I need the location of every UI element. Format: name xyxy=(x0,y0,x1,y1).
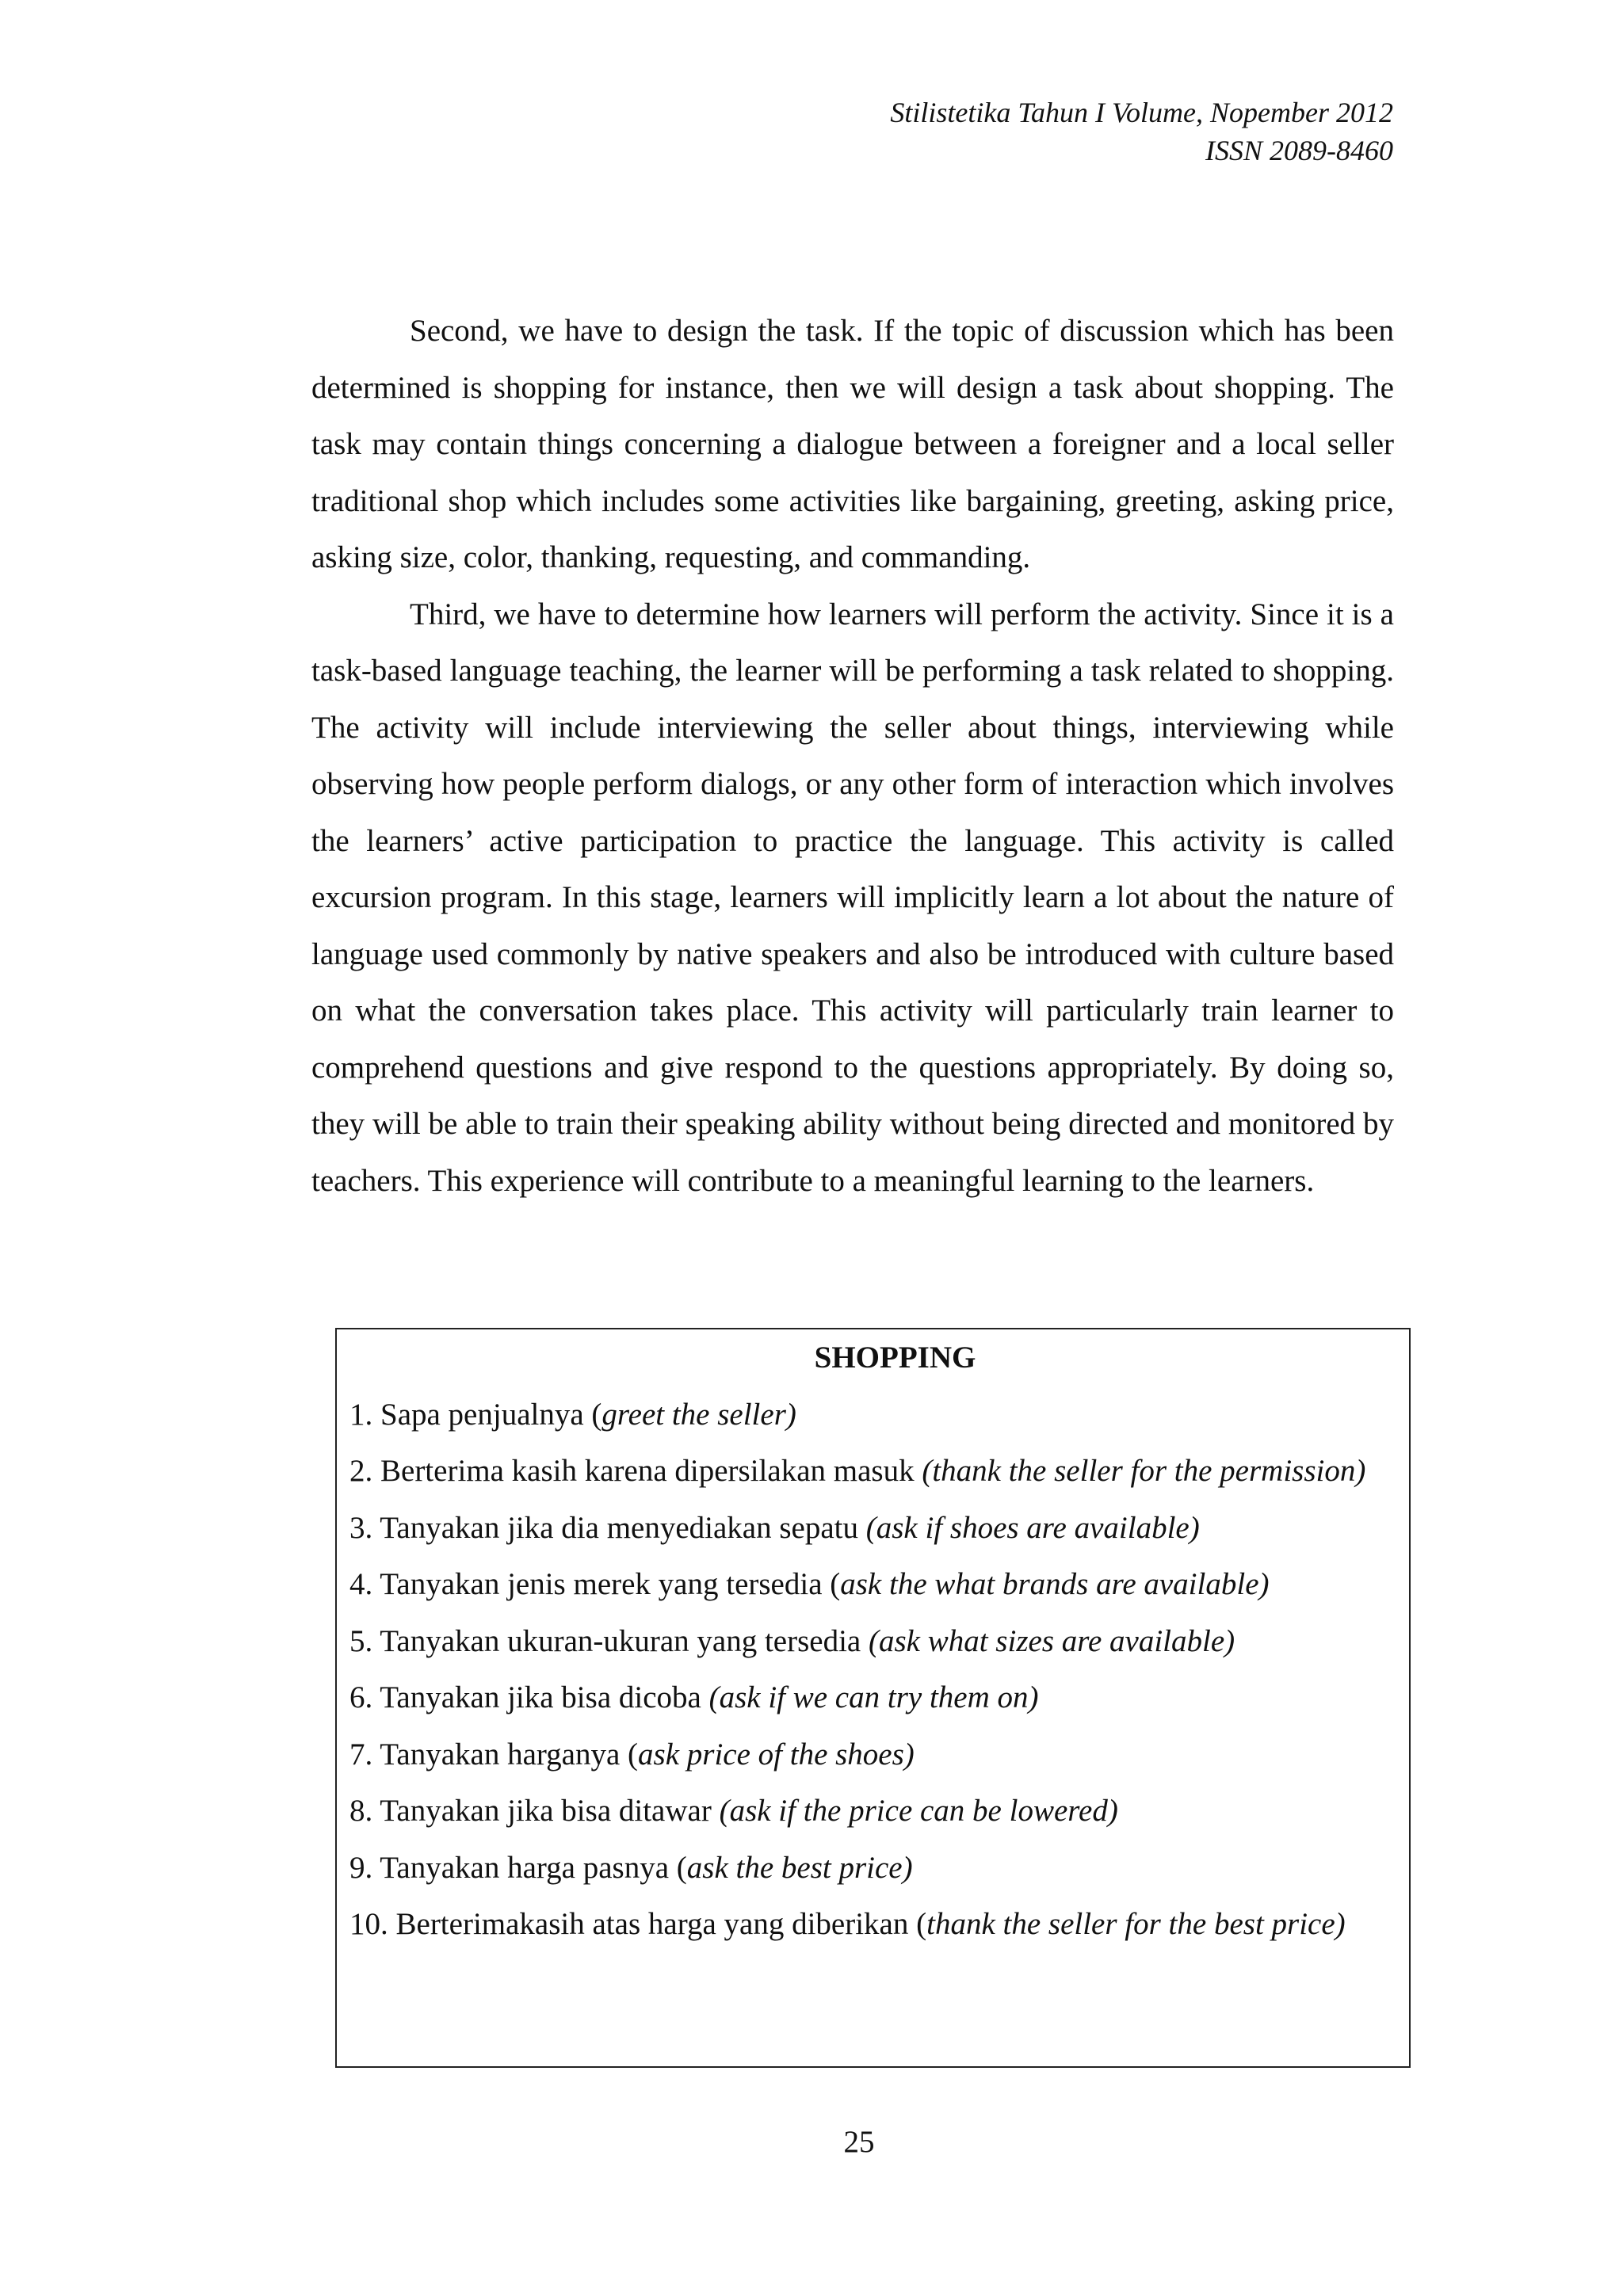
task-item-english: (ask if the price can be lowered) xyxy=(719,1794,1118,1828)
task-item xyxy=(349,1613,1393,1670)
task-item-indonesian: 6. Tanyakan jika bisa dicoba xyxy=(349,1680,709,1714)
shopping-task-box xyxy=(335,1328,1411,2068)
body-text xyxy=(311,303,1394,1209)
task-item xyxy=(349,1500,1393,1557)
task-item-english: (ask what sizes are available) xyxy=(868,1623,1235,1658)
task-item-english: thank the seller for the best price) xyxy=(926,1907,1346,1941)
task-item-english: (ask if shoes are available) xyxy=(865,1510,1200,1545)
task-item xyxy=(349,1386,1393,1444)
task-item-indonesian: 3. Tanyakan jika dia menyediakan sepatu xyxy=(349,1510,866,1545)
task-item xyxy=(349,1783,1393,1840)
task-item-indonesian: 8. Tanyakan jika bisa ditawar xyxy=(349,1794,720,1828)
task-item xyxy=(349,1556,1393,1613)
paragraph: Third, we have to determine how learners will perform the activity. Since it is a task-based language teaching, the learner will be performing a task related to shopping. The activity will include interviewing the seller about things, interviewing while observing how people perform dialogs, or any other form of interaction which involves the learners’ active participation to practice the language. This activity is called excursion program. In this stage, learners will implicitly learn a lot about the nature of language used commonly by native speakers and also be introduced with culture based on what the conversation takes place. This activity will particularly train learner to comprehend questions and give respond to the questions appropriately. By doing so, they will be able to train their speaking ability without being directed and monitored by teachers. This experience will contribute to a meaningful learning to the learners. xyxy=(311,597,1394,1198)
task-item-indonesian: Sapa penjualnya ( xyxy=(380,1397,602,1432)
task-item-english: (ask if we can try them on) xyxy=(708,1680,1039,1714)
task-item-indonesian: 9. Tanyakan harga pasnya ( xyxy=(349,1850,687,1885)
page-number: 25 xyxy=(843,2125,875,2159)
task-item-english: (thank the seller for the permission) xyxy=(922,1454,1366,1488)
task-item-number: 1. xyxy=(349,1397,380,1432)
task-item-indonesian: 7. Tanyakan harganya ( xyxy=(349,1737,639,1772)
task-item-indonesian: 2. Berterima kasih karena dipersilakan masuk xyxy=(349,1454,922,1488)
task-list xyxy=(349,1386,1393,1953)
running-header xyxy=(890,93,1393,170)
task-item xyxy=(349,1726,1393,1783)
task-item xyxy=(349,1840,1393,1897)
task-item-english: ask the what brands are available) xyxy=(840,1567,1270,1601)
task-item-english: ask the best price) xyxy=(686,1850,913,1885)
task-item-english: ask price of the shoes) xyxy=(638,1737,915,1772)
task-item xyxy=(349,1443,1393,1500)
issn-line: ISSN 2089-8460 xyxy=(1205,135,1393,166)
task-item xyxy=(349,1896,1393,1953)
task-title: SHOPPING xyxy=(814,1341,976,1375)
task-item-indonesian: 4. Tanyakan jenis merek yang tersedia ( xyxy=(349,1567,841,1601)
journal-line: Stilistetika Tahun I Volume, Nopember 2012 xyxy=(890,97,1393,128)
task-item-indonesian: 10. Berterimakasih atas harga yang diberikan ( xyxy=(349,1907,927,1941)
paragraph: Second, we have to design the task. If the topic of discussion which has been determined is shopping for instance, then we will design a task about shopping. The task may contain things concerning a dialogue between a foreigner and a local seller traditional shop which includes some activities like bargaining, greeting, asking price, asking size, color, thanking, requesting, and commanding. xyxy=(311,314,1394,574)
task-item xyxy=(349,1669,1393,1726)
task-item-english: greet the seller) xyxy=(601,1397,796,1432)
task-item-indonesian: 5. Tanyakan ukuran-ukuran yang tersedia xyxy=(349,1623,869,1658)
